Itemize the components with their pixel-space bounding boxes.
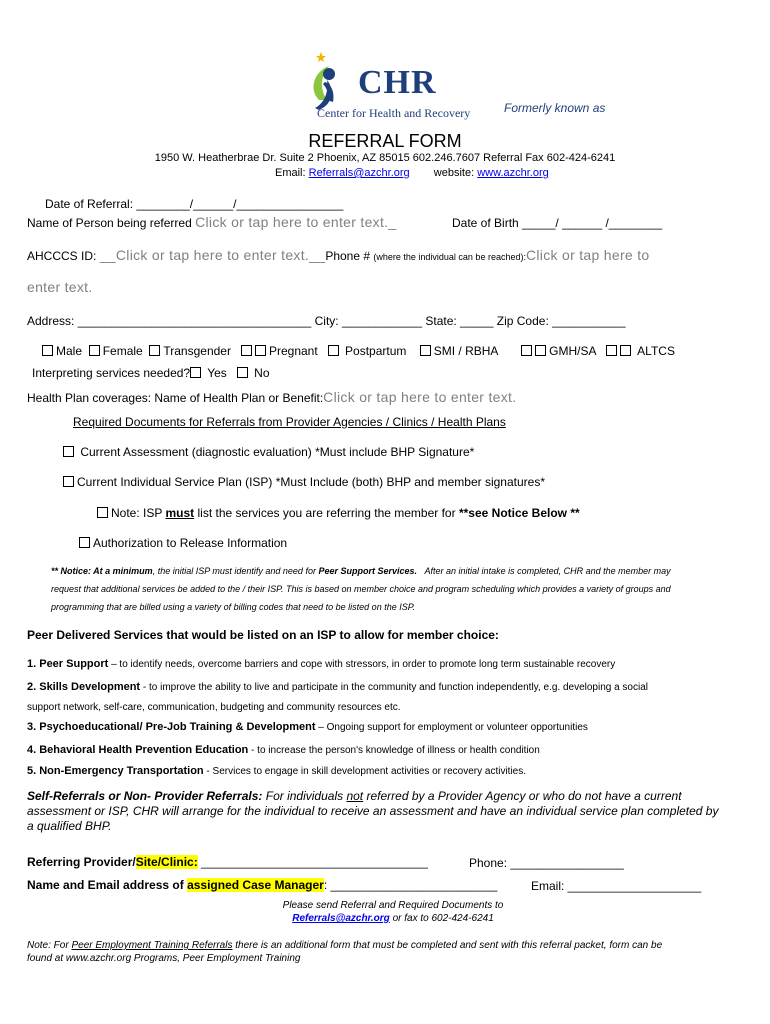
referring-provider-row[interactable] [27, 855, 428, 869]
referring-label: Referring Provider/ [27, 855, 136, 869]
health-plan-label: Health Plan coverages: Name of Health Plan or Benefit: [27, 391, 324, 405]
footer-email-link[interactable]: Referrals@azchr.org [292, 913, 390, 924]
peer-service-3 [27, 721, 588, 733]
name-label: Name of Person being referred [27, 216, 192, 230]
notice-rest: After an initial intake is completed, CHR and the member may [424, 566, 671, 576]
self-referral-line-2: assessment or ISP, CHR will arrange for the individual to receive an assessment and have an individual service plan completed by [27, 804, 719, 818]
phone-label: Phone # [325, 249, 371, 263]
formerly-known-text: Formerly known as [504, 101, 606, 115]
peer-service-4-title: 4. Behavioral Health Prevention Education [27, 744, 249, 756]
male-label: Male [56, 344, 83, 358]
interpreting-row [32, 366, 270, 380]
postpartum-label: Postpartum [345, 344, 407, 358]
note-mid: list the services you are referring the member for [197, 506, 456, 520]
transgender-label: Transgender [163, 344, 231, 358]
case-manager-label: Name and Email address of [27, 878, 184, 892]
date-of-referral-field[interactable]: Date of Referral: ________/______/________________ [45, 197, 344, 211]
female-label: Female [102, 344, 143, 358]
peer-service-4 [27, 744, 540, 756]
note-checkbox[interactable] [97, 507, 108, 518]
note-pre: Note: ISP [111, 506, 163, 520]
peer-service-1-title: 1. Peer Support [27, 658, 109, 670]
req-item-note [97, 506, 580, 520]
footer-fax: or fax to 602-424-6241 [389, 913, 494, 924]
assessment-label: Current Assessment (diagnostic evaluation) *Must include BHP Signature* [80, 445, 475, 459]
altcs-box-2 [620, 345, 631, 356]
peer-service-1-desc: – to identify needs, overcome barriers and cope with stressors, in order to promote long term sustainable recovery [108, 659, 616, 670]
health-plan-input[interactable]: Click or tap here to enter text. [323, 389, 517, 405]
phone-input-cont[interactable]: enter text. [27, 279, 93, 295]
case-manager-blank[interactable]: : _________________________ [323, 878, 498, 892]
footer-email-line [0, 913, 770, 924]
website-link[interactable]: www.azchr.org [477, 167, 549, 179]
footer-note-line-1 [27, 940, 662, 951]
notice-mid: , the initial ISP must identify and need for [152, 566, 316, 576]
authorization-checkbox[interactable] [79, 537, 90, 548]
isp-label: Current Individual Service Plan (ISP) *Must Include (both) BHP and member signatures* [77, 475, 545, 489]
self-referral-line-3: a qualified BHP. [27, 819, 112, 833]
assessment-checkbox[interactable] [63, 446, 74, 457]
gmh-label: GMH/SA [549, 344, 596, 358]
email-link[interactable]: Referrals@azchr.org [308, 167, 410, 179]
website-label: website: [433, 167, 475, 179]
isp-checkbox[interactable] [63, 476, 74, 487]
interpreting-no-label: No [254, 366, 270, 380]
ahcccs-input[interactable]: Click or tap here to enter text. [115, 247, 310, 263]
footer-note-link[interactable]: Peer Employment Training Referrals [71, 940, 233, 951]
interpreting-no-checkbox[interactable] [237, 367, 248, 378]
peer-service-3-title: 3. Psychoeducational/ Pre-Job Training & Development [27, 721, 316, 733]
notice-bold: Peer Support Services. [318, 566, 418, 576]
self-referral-line-1 [27, 789, 682, 803]
self-referral-t2: referred by a Provider Agency or who do not have a current [363, 789, 682, 803]
male-checkbox[interactable] [42, 345, 53, 356]
address-row[interactable]: Address: ___________________________________ City: ____________ State: _____ Zip Code: ___________ [27, 314, 626, 328]
notice-line-2: request that additional services be added to the / their ISP. This is based on member choice and program scheduling which provides a variety of groups and [51, 584, 671, 594]
gmh-box-2 [535, 345, 546, 356]
peer-service-4-desc: - to increase the person's knowledge of illness or health condition [248, 745, 540, 756]
authorization-label: Authorization to Release Information [93, 536, 288, 550]
peer-service-2-title: 2. Skills Development [27, 681, 141, 693]
case-manager-highlight: assigned Case Manager [187, 878, 324, 892]
notice-lead: ** Notice: At a minimum [51, 566, 153, 576]
case-manager-email[interactable]: Email: ____________________ [531, 879, 702, 893]
chr-figure-icon [305, 50, 351, 114]
pregnant-label: Pregnant [268, 344, 318, 358]
notice-line-1 [51, 566, 671, 576]
logo-subtitle: Center for Health and Recovery [317, 106, 471, 120]
name-row: Name of Person being referred Click or tap here to enter text._ [27, 214, 397, 230]
transgender-checkbox[interactable] [149, 345, 160, 356]
pregnant-box-2 [255, 345, 266, 356]
required-docs-heading: Required Documents for Referrals from Provider Agencies / Clinics / Health Plans [73, 415, 506, 429]
peer-service-5-title: 5. Non-Emergency Transportation [27, 765, 204, 777]
req-item-assessment [63, 445, 474, 459]
referring-highlight: Site/Clinic: [135, 855, 198, 869]
ahcccs-label: AHCCCS ID: [27, 249, 97, 263]
pregnant-checkbox[interactable] [241, 345, 252, 356]
dob-field[interactable]: Date of Birth _____/ ______ /________ [452, 216, 663, 230]
peer-heading: Peer Delivered Services that would be listed on an ISP to allow for member choice: [27, 628, 499, 642]
demographics-row [42, 344, 675, 358]
female-checkbox[interactable] [89, 345, 100, 356]
req-item-authorization [79, 536, 287, 550]
self-referral-t1: For individuals [262, 789, 347, 803]
footer-note-line-2: found at www.azchr.org Programs, Peer Employment Training [27, 953, 301, 964]
altcs-checkbox[interactable] [606, 345, 617, 356]
altcs-label: ALTCS [637, 344, 675, 358]
notice-line-3: programming that are billed using a variety of billing codes that need to be listed on the ISP. [51, 602, 416, 612]
peer-service-5-desc: - Services to engage in skill development activities or recovery activities. [203, 766, 527, 777]
referring-phone[interactable]: Phone: _________________ [469, 856, 624, 870]
interpreting-label: Interpreting services needed? [32, 366, 191, 380]
footer-note-pre: Note: For [27, 940, 72, 951]
self-referral-not: not [346, 789, 364, 803]
health-plan-row [27, 389, 516, 405]
contact-address: 1950 W. Heatherbrae Dr. Suite 2 Phoenix, AZ 85015 602.246.7607 Referral Fax 602-424-6241 [154, 152, 616, 164]
phone-note: (where the individual can be reached): [373, 252, 526, 262]
note-must: must [165, 506, 195, 520]
logo [305, 50, 505, 122]
gmh-checkbox[interactable] [521, 345, 532, 356]
peer-service-2-desc: - to improve the ability to live and participate in the community and function independently, e.g. developing a social [140, 682, 648, 693]
smi-label: SMI / RBHA [433, 344, 498, 358]
postpartum-checkbox[interactable] [328, 345, 339, 356]
self-referral-bold: Self-Referrals or Non- Provider Referrals: [27, 789, 263, 803]
case-manager-row[interactable] [27, 878, 497, 892]
req-item-isp [63, 475, 545, 489]
footer-note-rest: there is an additional form that must be completed and sent with this referral packet, form can be [232, 940, 663, 951]
name-input[interactable]: Click or tap here to enter text. [195, 214, 389, 230]
interpreting-yes-checkbox[interactable] [190, 367, 201, 378]
footer-send-line: Please send Referral and Required Documents to [282, 900, 504, 911]
ahcccs-row: AHCCCS ID: __Click or tap here to enter text.__Phone # (where the individual can be reached):Click or tap here to [27, 247, 650, 263]
peer-service-3-desc: – Ongoing support for employment or volunteer opportunities [315, 722, 588, 733]
peer-service-2-cont: support network, self-care, communication, budgeting and community resources etc. [27, 702, 401, 713]
peer-service-1 [27, 658, 615, 670]
phone-input-start[interactable]: Click or tap here to [525, 247, 650, 263]
smi-checkbox[interactable] [420, 345, 431, 356]
contact-email-row [275, 167, 549, 179]
peer-service-2 [27, 681, 648, 693]
interpreting-yes-label: Yes [207, 366, 227, 380]
email-label: Email: [275, 167, 306, 179]
note-bold: **see Notice Below ** [458, 506, 580, 520]
peer-service-5 [27, 765, 526, 777]
logo-wordmark: CHR [358, 64, 437, 101]
referring-blank[interactable]: __________________________________ [197, 855, 428, 869]
form-title: REFERRAL FORM [308, 131, 462, 151]
